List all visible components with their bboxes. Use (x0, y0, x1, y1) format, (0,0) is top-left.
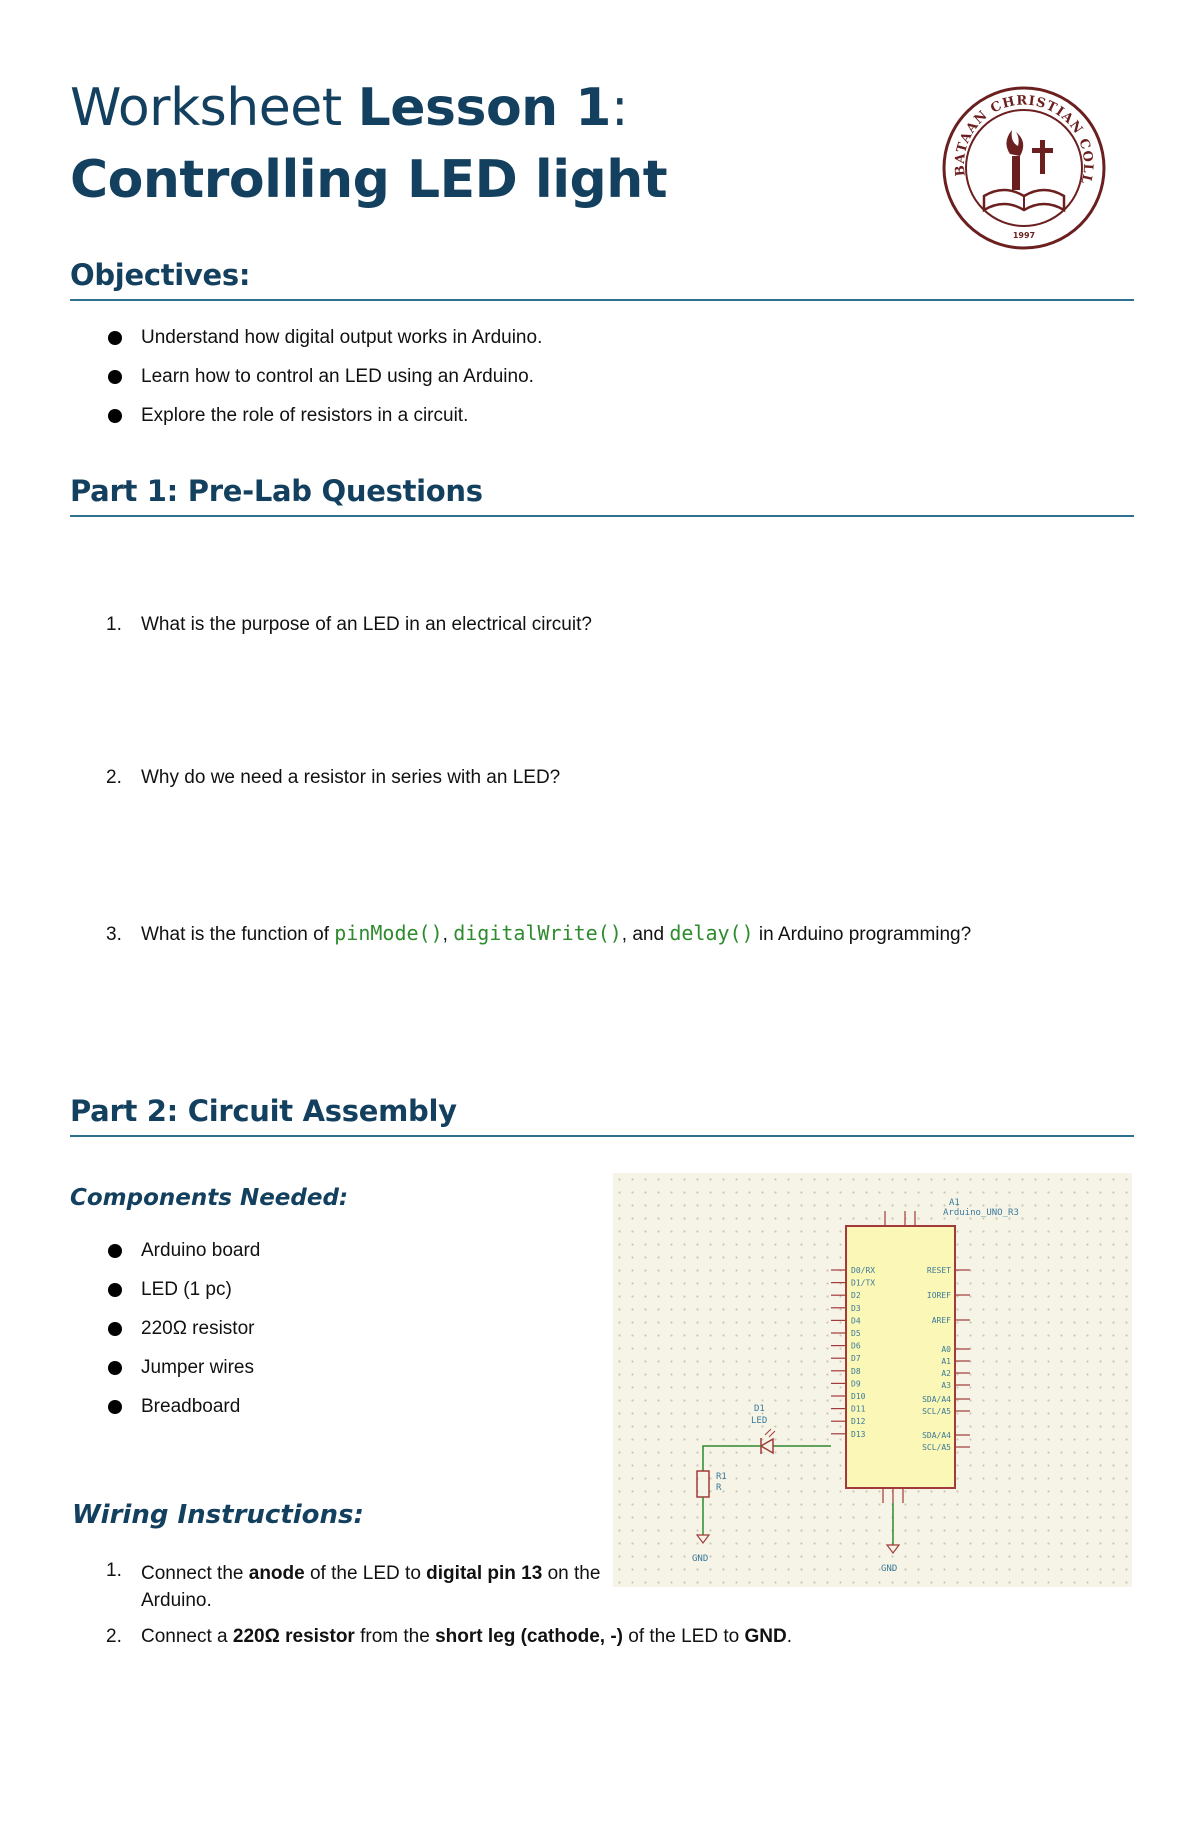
question-number: 2. (106, 767, 122, 788)
right-pin-label: A1 (941, 1357, 951, 1366)
right-pin-label: RESET (926, 1266, 951, 1275)
bullet-icon (108, 1244, 122, 1258)
seal-year: 1997 (1012, 231, 1036, 240)
question-text: What is the purpose of an LED in an electrical circuit? (141, 614, 592, 635)
wiring-text: . (786, 1626, 792, 1647)
bullet-icon (108, 370, 122, 384)
bullet-icon (108, 409, 122, 423)
wiring-text: on the Arduino. (141, 1563, 601, 1611)
left-pin-label: D12 (851, 1417, 866, 1427)
left-pin-label: D2 (851, 1291, 861, 1301)
component-item: LED (1 pc) (141, 1279, 232, 1300)
right-pin-label: A3 (941, 1381, 951, 1390)
schematic-ref: A1 (949, 1198, 960, 1208)
bullet-icon (108, 1322, 122, 1336)
component-item: Jumper wires (141, 1357, 254, 1378)
bullet-icon (108, 1361, 122, 1375)
question-text-part: , (442, 924, 454, 945)
right-pin-label: SCL/A5 (922, 1407, 951, 1416)
led-symbol (761, 1429, 775, 1454)
objective-item: Learn how to control an LED using an Arduino. (141, 366, 534, 387)
college-seal-logo (940, 84, 1108, 252)
led-ref: D1 (754, 1404, 765, 1414)
part2-heading: Part 2: Circuit Assembly (70, 1094, 457, 1128)
part2-divider (70, 1135, 1134, 1137)
gnd-label: GND (692, 1554, 709, 1564)
components-heading: Components Needed: (70, 1185, 349, 1211)
question-text-part: What is the function of (141, 924, 335, 945)
left-pin-label: D13 (851, 1429, 866, 1439)
objectives-heading: Objectives: (70, 258, 251, 292)
title-colon: : (610, 78, 629, 138)
right-pin-label: A0 (941, 1345, 951, 1354)
page-subtitle: Controlling LED light (70, 150, 668, 210)
gnd-label: GND (881, 1564, 898, 1574)
right-pin-label: SDA/A4 (922, 1431, 951, 1440)
wiring-bold: anode (248, 1563, 305, 1584)
bullet-icon (108, 1400, 122, 1414)
resistor-symbol (697, 1471, 709, 1497)
wiring-text: Connect a (141, 1626, 233, 1647)
component-item: Arduino board (141, 1240, 261, 1261)
wiring-step-number: 1. (106, 1560, 122, 1581)
led-value: LED (751, 1416, 768, 1426)
code-delay: delay() (669, 921, 754, 945)
wiring-text: of the LED to (304, 1563, 427, 1584)
wiring-step-text (141, 1626, 792, 1648)
right-pin-label: SCL/A5 (922, 1443, 951, 1452)
code-digitalwrite: digitalWrite() (453, 921, 622, 945)
left-pin-label: D10 (851, 1392, 866, 1401)
right-pin-label: IOREF (926, 1291, 951, 1300)
question-text (141, 921, 971, 946)
page-title (70, 78, 628, 138)
left-pin-label: D11 (851, 1404, 866, 1414)
left-pin-label: D3 (851, 1303, 861, 1313)
left-pin-label: D4 (851, 1316, 861, 1326)
right-pin-label: AREF (931, 1316, 951, 1325)
wiring-text: Connect the (141, 1563, 249, 1584)
part1-divider (70, 515, 1134, 517)
left-pin-label: D0/RX (851, 1266, 876, 1275)
question-number: 3. (106, 924, 122, 945)
wiring-bold: GND (744, 1626, 787, 1647)
question-text-part: , and (621, 924, 670, 945)
resistor-ref: R1 (716, 1472, 727, 1482)
wiring-step-text (141, 1560, 601, 1614)
component-item: Breadboard (141, 1396, 241, 1417)
code-pinmode: pinMode() (334, 921, 443, 945)
left-pin-label: D8 (851, 1366, 861, 1376)
part1-heading: Part 1: Pre-Lab Questions (70, 474, 483, 508)
bullet-icon (108, 331, 122, 345)
wiring-bold: short leg (cathode, -) (435, 1626, 623, 1647)
seal-ring-text: BATAAN CHRISTIAN COLL (952, 93, 1096, 187)
wiring-heading: Wiring Instructions: (72, 1500, 364, 1530)
left-pin-label: D9 (851, 1379, 861, 1389)
right-pin-label: SDA/A4 (922, 1395, 951, 1404)
left-pin-label: D7 (851, 1354, 861, 1364)
component-item: 220Ω resistor (141, 1318, 255, 1339)
wiring-text: of the LED to (622, 1626, 745, 1647)
right-pin-label: A2 (941, 1369, 951, 1378)
wiring-bold: digital pin 13 (426, 1563, 543, 1584)
title-light: Worksheet (70, 78, 358, 138)
circuit-schematic (613, 1173, 1132, 1587)
question-text: Why do we need a resistor in series with an LED? (141, 767, 561, 788)
objective-item: Explore the role of resistors in a circuit. (141, 405, 469, 426)
title-lesson: Lesson 1 (357, 78, 611, 138)
wiring-step-number: 2. (106, 1626, 122, 1647)
wiring-bold: 220Ω resistor (232, 1626, 355, 1647)
question-number: 1. (106, 614, 122, 635)
resistor-value: R (716, 1483, 722, 1493)
wiring-text: from the (354, 1626, 436, 1647)
question-text-part: in Arduino programming? (753, 924, 972, 945)
bullet-icon (108, 1283, 122, 1297)
left-pin-label: D1/TX (851, 1278, 876, 1288)
objective-item: Understand how digital output works in Arduino. (141, 327, 543, 348)
schematic-part: Arduino_UNO_R3 (943, 1208, 1019, 1218)
left-pin-label: D6 (851, 1341, 861, 1351)
objectives-divider (70, 299, 1134, 301)
left-pin-label: D5 (851, 1329, 861, 1338)
